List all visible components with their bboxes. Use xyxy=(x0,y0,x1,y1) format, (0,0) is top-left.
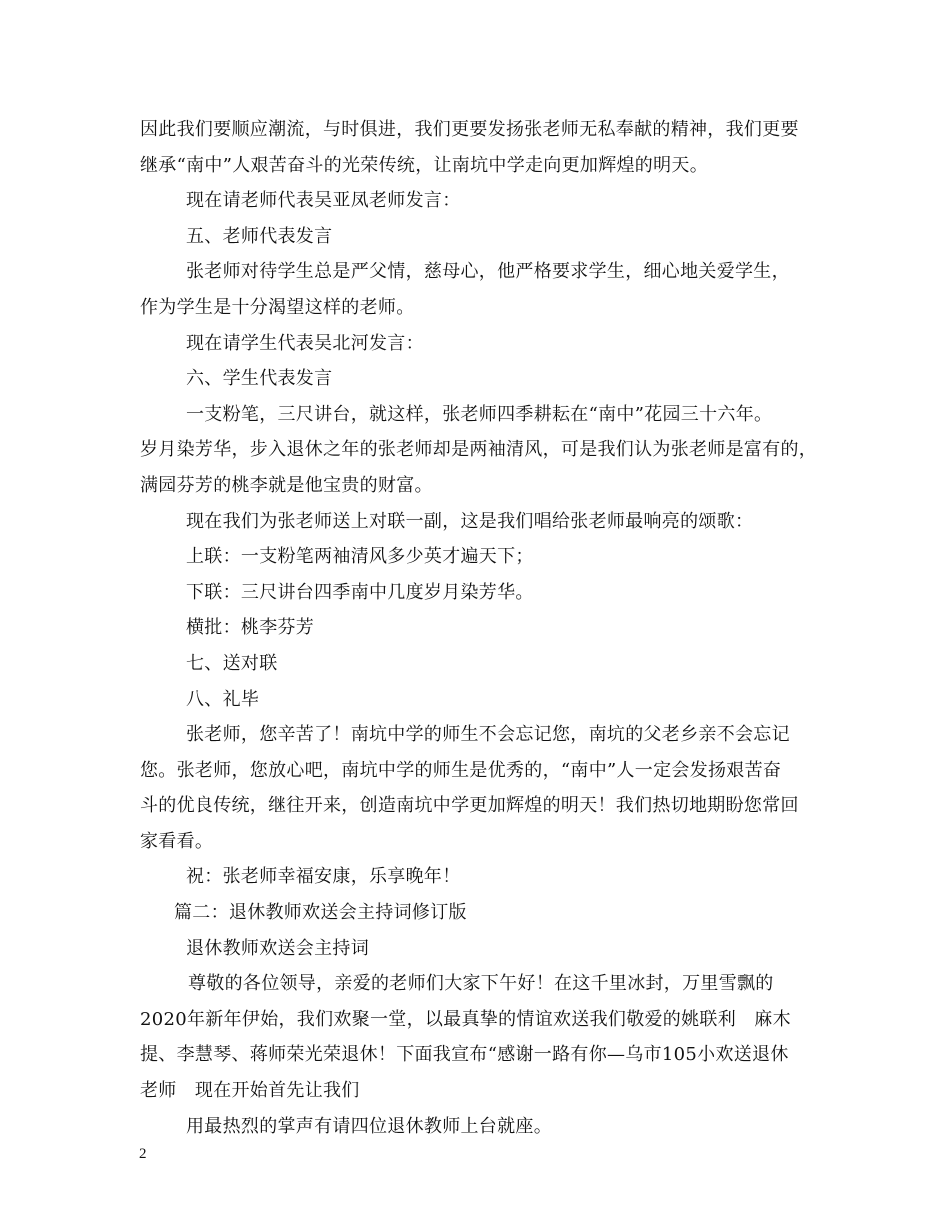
section-heading: 七、送对联 xyxy=(186,652,278,674)
text-line: 满园芬芳的桃李就是他宝贵的财富。 xyxy=(140,474,433,496)
article-title: 篇二：退休教师欢送会主持词修订版 xyxy=(174,902,467,924)
text-line: 张老师对待学生总是严父情，慈母心，他严格要求学生，细心地关爱学生， xyxy=(186,261,790,283)
text-line: 现在我们为张老师送上对联一副，这是我们唱给张老师最响亮的颂歌： xyxy=(186,510,754,532)
text-line: 现在请老师代表吴亚凤老师发言： xyxy=(186,190,461,212)
couplet-line: 横批：桃李芬芳 xyxy=(186,617,315,639)
text-line: 因此我们要顺应潮流，与时俱进，我们更要发扬张老师无私奉献的精神，我们更要 xyxy=(140,119,799,140)
text-line: 作为学生是十分渴望这样的老师。 xyxy=(140,296,415,318)
text-line: 祝：张老师幸福安康，乐享晚年！ xyxy=(186,866,461,888)
text-line: 老师 现在开始首先让我们 xyxy=(140,1080,360,1102)
page-number: 2 xyxy=(139,1146,147,1162)
section-heading: 八、礼毕 xyxy=(186,688,260,710)
text-line: 提、李慧琴、蒋师荣光荣退休！下面我宣布“感谢一路有你—乌市105小欢送退休 xyxy=(140,1044,789,1066)
text-line: 岁月染芳华，步入退休之年的张老师却是两袖清风，可是我们认为张老师是富有的， xyxy=(140,439,818,461)
text-line: 斗的优良传统，继往开来，创造南坑中学更加辉煌的明天！我们热切地期盼您常回 xyxy=(140,795,799,817)
couplet-line: 下联：三尺讲台四季南中几度岁月染芳华。 xyxy=(186,581,534,603)
text-line: 2020年新年伊始，我们欢聚一堂，以最真挚的情谊欢送我们敬爱的姚联利 麻木 xyxy=(140,1008,791,1030)
text-line: 尊敬的各位领导，亲爱的老师们大家下午好！在这千里冰封，万里雪飘的 xyxy=(188,973,774,995)
text-line: 用最热烈的掌声有请四位退休教师上台就座。 xyxy=(186,1115,552,1137)
text-line: 家看看。 xyxy=(140,830,214,852)
couplet-line: 上联：一支粉笔两袖清风多少英才遍天下； xyxy=(186,546,534,568)
article-subtitle: 退休教师欢送会主持词 xyxy=(186,937,369,959)
section-heading: 五、老师代表发言 xyxy=(186,225,333,247)
text-line: 继承“南中”人艰苦奋斗的光荣传统，让南坑中学走向更加辉煌的明天。 xyxy=(140,154,709,176)
text-line: 张老师，您辛苦了！南坑中学的师生不会忘记您，南坑的父老乡亲不会忘记 xyxy=(186,724,790,746)
text-line: 您。张老师，您放心吧，南坑中学的师生是优秀的，“南中”人一定会发扬艰苦奋 xyxy=(140,759,782,781)
text-line: 现在请学生代表吴北河发言： xyxy=(186,332,424,354)
body-text xyxy=(140,112,820,1144)
text-line: 一支粉笔，三尺讲台，就这样，张老师四季耕耘在“南中”花园三十六年。 xyxy=(186,403,773,425)
section-heading: 六、学生代表发言 xyxy=(186,368,333,390)
